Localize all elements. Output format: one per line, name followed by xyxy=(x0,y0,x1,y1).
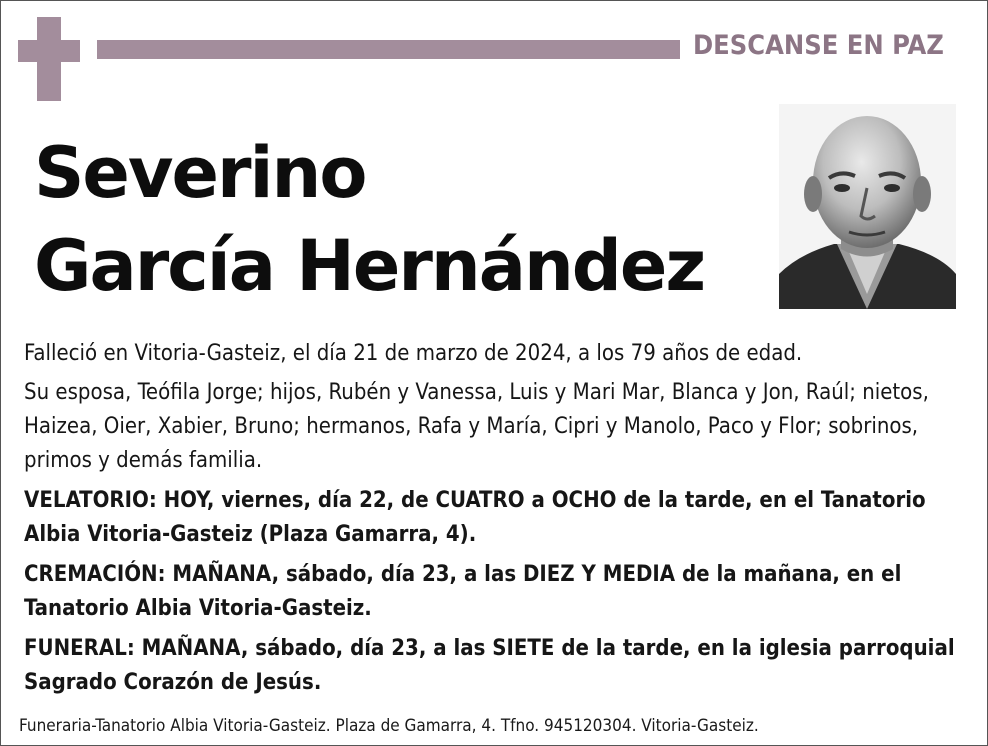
funeral-home-footer: Funeraria-Tanatorio Albia Vitoria-Gasteiz. Plaza de Gamarra, 4. Tfno. 945120304. Vitoria-Gasteiz. xyxy=(19,716,759,736)
velatorio-info: VELATORIO: HOY, viernes, día 22, de CUATRO a OCHO de la tarde, en el Tanatorio Albia Vitoria-Gasteiz (Plaza Gamarra, 4). xyxy=(24,488,926,547)
deceased-first-name: Severino xyxy=(34,132,366,214)
funeral-info: FUNERAL: MAÑANA, sábado, día 23, a las SIETE de la tarde, en la iglesia parroquial Sagrado Corazón de Jesús. xyxy=(24,636,955,695)
cremacion-info: CREMACIÓN: MAÑANA, sábado, día 23, a las DIEZ Y MEDIA de la mañana, en el Tanatorio Albia Vitoria-Gasteiz. xyxy=(24,562,902,621)
death-info: Falleció en Vitoria-Gasteiz, el día 21 de marzo de 2024, a los 79 años de edad. xyxy=(24,341,803,366)
header-tag: DESCANSE EN PAZ xyxy=(693,30,944,61)
deceased-surnames: García Hernández xyxy=(34,225,705,307)
portrait-photo xyxy=(779,104,956,309)
header-bar xyxy=(97,40,680,59)
cross-icon-horizontal xyxy=(18,40,80,62)
portrait-image xyxy=(779,104,956,309)
family-list: Su esposa, Teófila Jorge; hijos, Rubén y Vanessa, Luis y Mari Mar, Blanca y Jon, Raúl; nietos, Haizea, Oier, Xabier, Bruno; hermanos, Rafa y María, Cipri y Manolo, Paco y Flor; sobrinos, primos y demás familia. xyxy=(24,380,929,473)
notice-body xyxy=(24,337,964,706)
